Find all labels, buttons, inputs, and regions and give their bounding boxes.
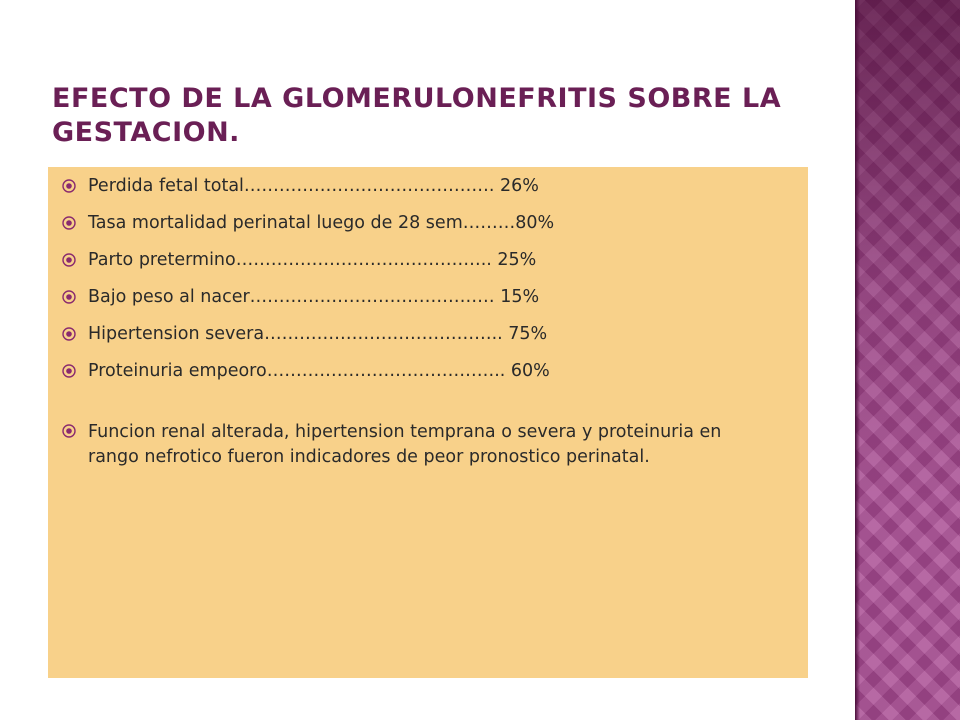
decorative-stripe-edge [855,0,860,720]
decorative-side-stripe [855,0,960,720]
content-box [48,167,808,678]
list-item [62,286,762,308]
circled-bullet-icon [62,327,76,341]
bullet-text: Bajo peso al nacer…………………………………… 15% [88,287,540,307]
list-item [62,323,762,345]
circled-bullet-icon [62,179,76,193]
bullet-list [62,175,762,485]
bullet-text: Hipertension severa………………………………….. 75% [88,324,548,344]
circled-bullet-icon [62,253,76,267]
bullet-text: Proteinuria empeoro………………………………….. 60% [88,361,550,381]
circled-bullet-icon [62,424,76,438]
list-item [62,212,762,234]
bullet-text: Perdida fetal total……………………………………. 26% [88,176,539,196]
list-item [62,360,762,382]
conclusion-text: Funcion renal alterada, hipertension temprana o severa y proteinuria en rango nefrotico fueron indicadores de peor pronostico perinatal. [88,422,722,467]
list-item [62,249,762,271]
circled-bullet-icon [62,364,76,378]
list-item [62,420,728,470]
list-item [62,175,762,197]
bullet-text: Tasa mortalidad perinatal luego de 28 sem………80% [88,213,555,233]
circled-bullet-icon [62,216,76,230]
circled-bullet-icon [62,290,76,304]
bullet-text: Parto pretermino…………………………………….. 25% [88,250,537,270]
slide-title: EFECTO DE LA GLOMERULONEFRITIS SOBRE LA GESTACION. [52,83,782,148]
